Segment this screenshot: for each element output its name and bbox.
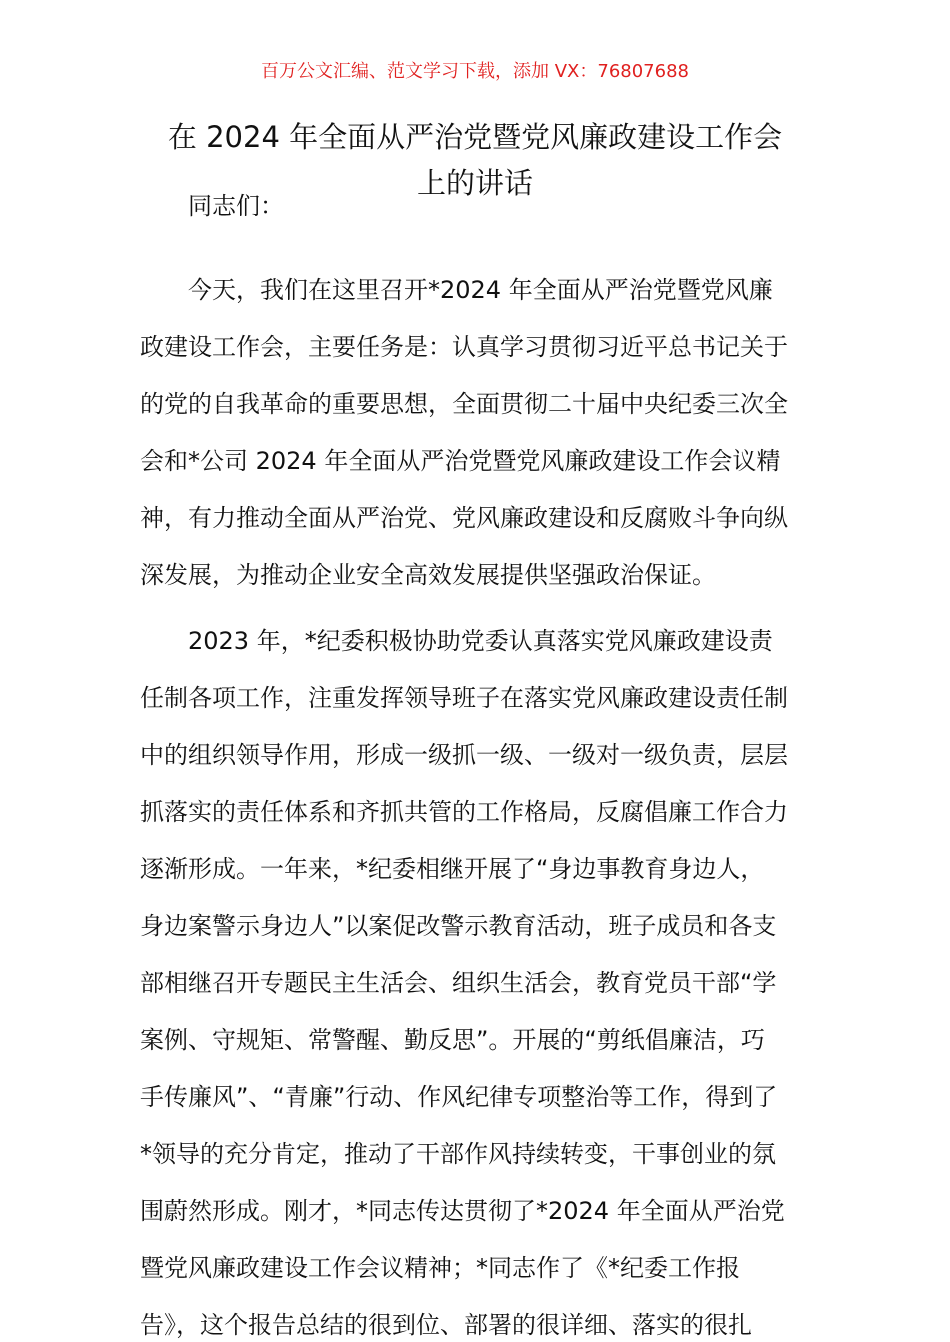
paragraph-line: 中的组织领导作用，形成一级抓一级、一级对一级负责，层层: [140, 741, 788, 769]
paragraph-line: 身边案警示身边人”以案促改警示教育活动，班子成员和各支: [140, 912, 777, 940]
paragraph-line: 任制各项工作，注重发挥领导班子在落实党风廉政建设责任制: [140, 684, 788, 712]
salutation: 同志们：: [188, 192, 284, 220]
paragraph-line: 手传廉风”、“青廉”行动、作风纪律专项整治等工作，得到了: [140, 1083, 778, 1111]
paragraph-line: 今天，我们在这里召开*2024 年全面从严治党暨党风廉: [188, 276, 773, 304]
paragraph-line: 深发展，为推动企业安全高效发展提供坚强政治保证。: [140, 561, 716, 589]
title-line-1: 在 2024 年全面从严治党暨党风廉政建设工作会: [167, 120, 783, 154]
paragraph-line: 抓落实的责任体系和齐抓共管的工作格局，反腐倡廉工作合力: [140, 798, 788, 826]
paragraph-line: 围蔚然形成。刚才，*同志传达贯彻了*2024 年全面从严治党: [140, 1197, 785, 1225]
paragraph-line: 政建设工作会，主要任务是：认真学习贯彻习近平总书记关于: [140, 333, 788, 361]
paragraph-line: 会和*公司 2024 年全面从严治党暨党风廉政建设工作会议精: [140, 447, 781, 475]
paragraph-line: 案例、守规矩、常警醒、勤反思”。开展的“剪纸倡廉洁，巧: [140, 1026, 765, 1054]
watermark-header: 百万公文汇编、范文学习下载，添加 VX：76807688: [261, 61, 689, 82]
paragraph-line: 逐渐形成。一年来，*纪委相继开展了“身边事教育身边人，: [140, 855, 765, 883]
paragraph-line: 部相继召开专题民主生活会、组织生活会，教育党员干部“学: [140, 969, 777, 997]
paragraph-line: 神，有力推动全面从严治党、党风廉政建设和反腐败斗争向纵: [140, 504, 788, 532]
paragraph-line: 告》，这个报告总结的很到位、部署的很详细、落实的很扎: [140, 1311, 752, 1339]
paragraph-line: 暨党风廉政建设工作会议精神；*同志作了《*纪委工作报: [140, 1254, 740, 1282]
paragraph-line: 的党的自我革命的重要思想，全面贯彻二十届中央纪委三次全: [140, 390, 788, 418]
paragraph-line: 2023 年，*纪委积极协助党委认真落实党风廉政建设责: [188, 627, 773, 655]
title-line-2: 上的讲话: [416, 166, 533, 200]
paragraph-line: *领导的充分肯定，推动了干部作风持续转变，干事创业的氛: [140, 1140, 776, 1168]
